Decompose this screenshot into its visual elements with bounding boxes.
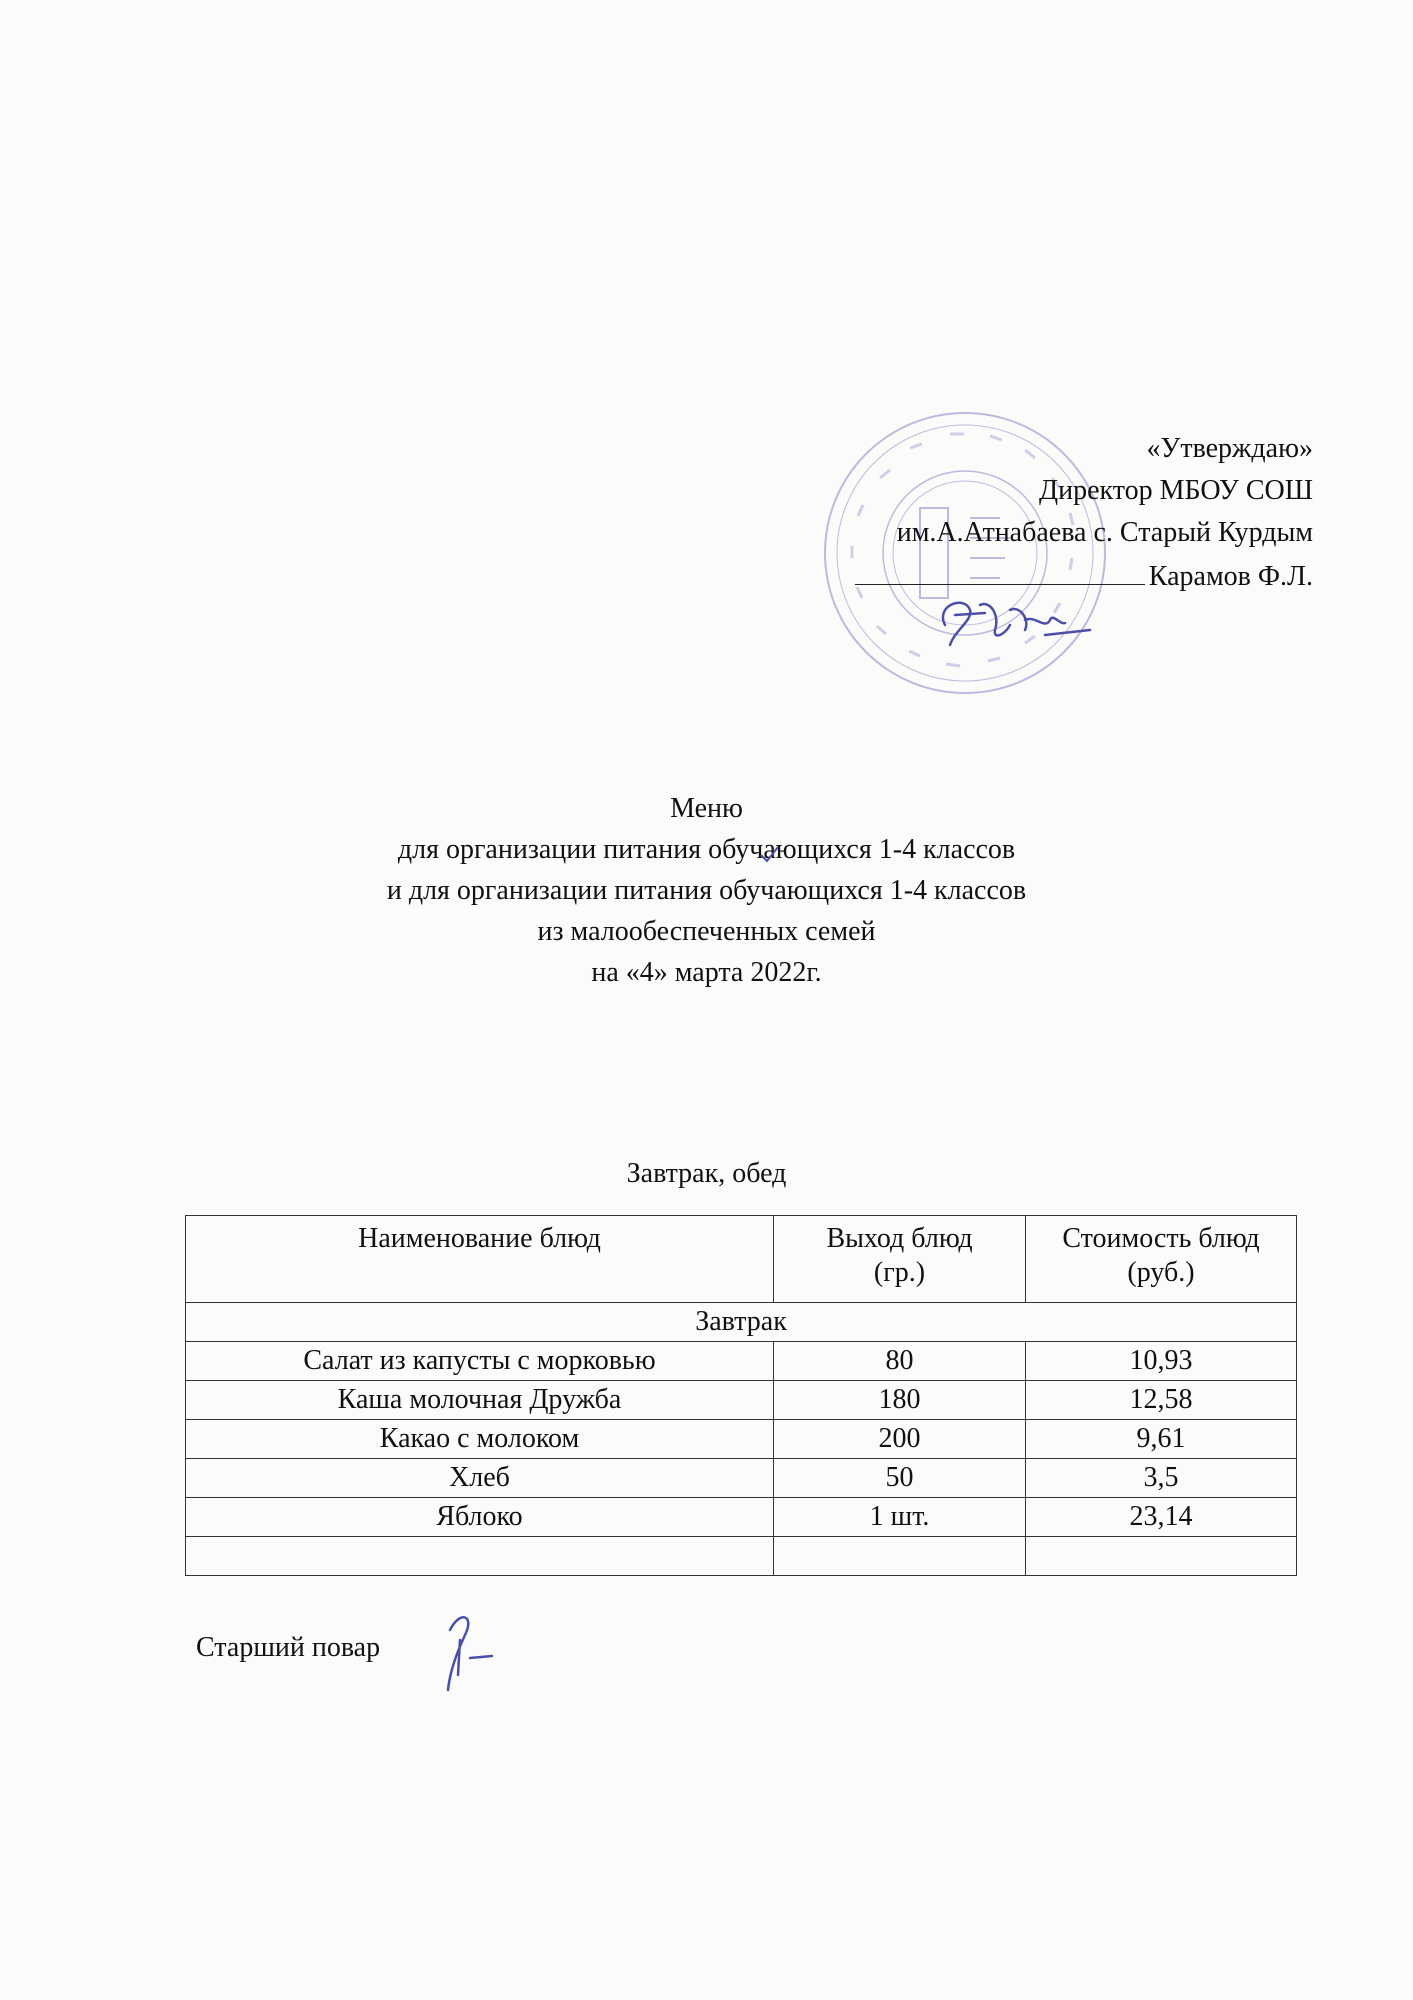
cook-signature: [430, 1600, 510, 1700]
table-header-row: [186, 1216, 1297, 1303]
meal-label: Завтрак, обед: [626, 1158, 787, 1189]
approval-school: им.А.Атнабаева с. Старый Курдым: [896, 517, 1313, 548]
table-row: [186, 1342, 1297, 1381]
title-line-2: для организации питания обучающихся 1-4 классов: [397, 834, 1016, 865]
header-yield-line2: (гр.): [873, 1257, 926, 1288]
table-row: [186, 1381, 1297, 1420]
table-row: [186, 1420, 1297, 1459]
title-line-3: и для организации питания обучающихся 1-4 классов: [386, 875, 1027, 906]
header-dish-name: Наименование блюд: [186, 1216, 774, 1303]
empty-cell: [186, 1537, 774, 1576]
dish-yield: 200: [774, 1420, 1026, 1459]
dish-cost: 10,93: [1026, 1342, 1297, 1381]
table-row: [186, 1459, 1297, 1498]
dish-yield: 1 шт.: [774, 1498, 1026, 1537]
signature-underline: [855, 554, 1145, 585]
table-row: [186, 1498, 1297, 1537]
dish-name: Яблоко: [186, 1498, 774, 1537]
title-date: на «4» марта 2022г.: [591, 957, 822, 988]
title-line-4: из малообеспеченных семей: [537, 916, 876, 947]
document-title: [0, 788, 1413, 993]
table-row-empty: [186, 1537, 1297, 1576]
dish-yield: 80: [774, 1342, 1026, 1381]
header-cost: [1026, 1216, 1297, 1303]
dish-cost: 3,5: [1026, 1459, 1297, 1498]
dish-yield: 180: [774, 1381, 1026, 1420]
dish-name: Какао с молоком: [186, 1420, 774, 1459]
title-menu: Меню: [670, 793, 743, 824]
empty-cell: [774, 1537, 1026, 1576]
approval-position: Директор МБОУ СОШ: [1038, 475, 1313, 506]
dish-cost: 12,58: [1026, 1381, 1297, 1420]
approval-block: [855, 428, 1313, 598]
header-cost-line1: Стоимость блюд: [1062, 1223, 1260, 1254]
dish-name: Хлеб: [186, 1459, 774, 1498]
cook-label: Старший повар: [196, 1632, 381, 1663]
table-section-row: [186, 1303, 1297, 1342]
dish-cost: 9,61: [1026, 1420, 1297, 1459]
empty-cell: [1026, 1537, 1297, 1576]
dish-name: Салат из капусты с морковью: [186, 1342, 774, 1381]
menu-table: [185, 1215, 1297, 1576]
header-yield-line1: Выход блюд: [826, 1223, 973, 1254]
approval-name: Карамов Ф.Л.: [1148, 561, 1313, 592]
approval-heading: «Утверждаю»: [1146, 433, 1313, 464]
header-yield: [774, 1216, 1026, 1303]
dish-name: Каша молочная Дружба: [186, 1381, 774, 1420]
header-cost-line2: (руб.): [1127, 1257, 1195, 1288]
director-signature: [925, 585, 1095, 655]
dish-cost: 23,14: [1026, 1498, 1297, 1537]
dish-yield: 50: [774, 1459, 1026, 1498]
section-breakfast: Завтрак: [186, 1303, 1297, 1342]
check-mark-icon: [758, 843, 782, 867]
